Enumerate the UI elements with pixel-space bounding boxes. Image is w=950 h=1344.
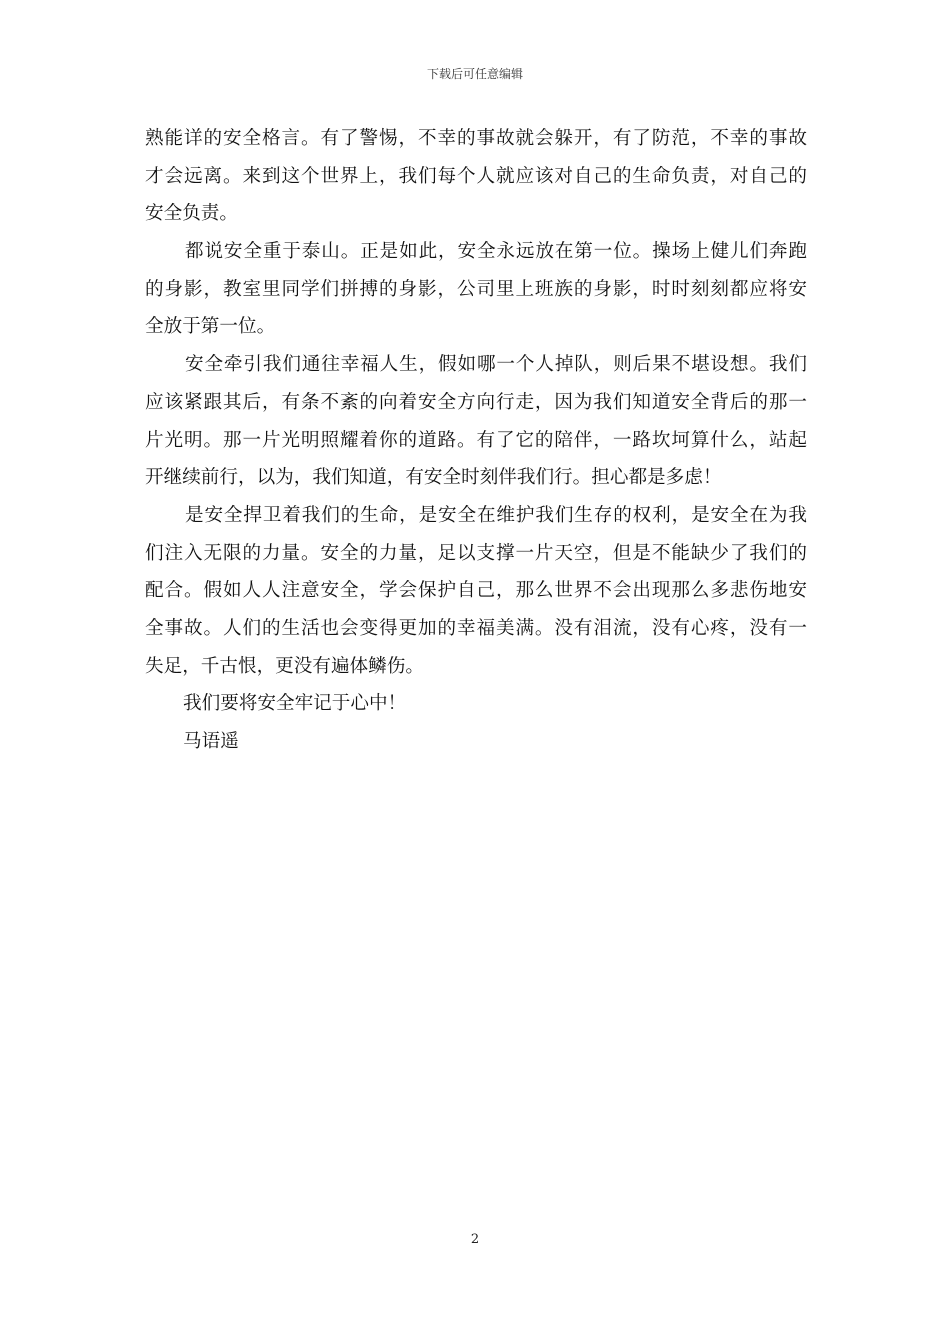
paragraph-line: 配合。假如人人注意安全，学会保护自己，那么世界不会出现那么多悲伤地安 bbox=[145, 580, 807, 602]
author-name: 马语遥 bbox=[183, 731, 239, 752]
paragraph-line: 是安全捍卫着我们的生命，是安全在维护我们生存的权利，是安全在为我 bbox=[185, 504, 807, 526]
paragraph-line: 熟能详的安全格言。有了警惕，不幸的事故就会躲开，有了防范，不幸的事故 bbox=[145, 128, 807, 149]
closing-sentence: 我们要将安全牢记于心中！ bbox=[183, 693, 407, 715]
paragraph-line: 们注入无限的力量。安全的力量，足以支撑一片天空，但是不能缺少了我们的 bbox=[145, 542, 807, 564]
paragraph-line: 才会远离。来到这个世界上，我们每个人就应该对自己的生命负责，对自己的 bbox=[145, 165, 807, 187]
paragraph-line: 都说安全重于泰山。正是如此，安全永远放在第一位。操场上健儿们奔跑 bbox=[185, 241, 807, 263]
paragraph-2 bbox=[145, 233, 807, 346]
page-number: 2 bbox=[470, 1232, 480, 1247]
paragraph-line: 的身影，教室里同学们拼搏的身影，公司里上班族的身影，时时刻刻都应将安 bbox=[145, 278, 807, 300]
paragraph-line: 安全负责。 bbox=[145, 203, 238, 225]
paragraph-1 bbox=[145, 120, 807, 233]
paragraph-line: 全放于第一位。 bbox=[145, 316, 276, 338]
paragraph-line: 全事故。人们的生活也会变得更加的幸福美满。没有泪流，没有心疼，没有一 bbox=[145, 617, 807, 639]
paragraph-line: 片光明。那一片光明照耀着你的道路。有了它的陪伴，一路坎坷算什么，站起 bbox=[145, 429, 807, 451]
document-body bbox=[145, 120, 807, 761]
paragraph-line: 应该紧跟其后，有条不紊的向着安全方向行走，因为我们知道安全背后的那一 bbox=[145, 391, 807, 413]
paragraph-line: 开继续前行，以为，我们知道，有安全时刻伴我们行。担心都是多虑！ bbox=[145, 467, 722, 489]
paragraph-3 bbox=[145, 346, 807, 497]
paragraph-line: 失足，千古恨，更没有遍体鳞伤。 bbox=[145, 655, 424, 677]
paragraph-line: 安全牵引我们通往幸福人生，假如哪一个人掉队，则后果不堪设想。我们 bbox=[185, 354, 807, 376]
paragraph-4 bbox=[145, 497, 807, 685]
page-header-note: 下载后可任意编辑 bbox=[426, 67, 523, 81]
